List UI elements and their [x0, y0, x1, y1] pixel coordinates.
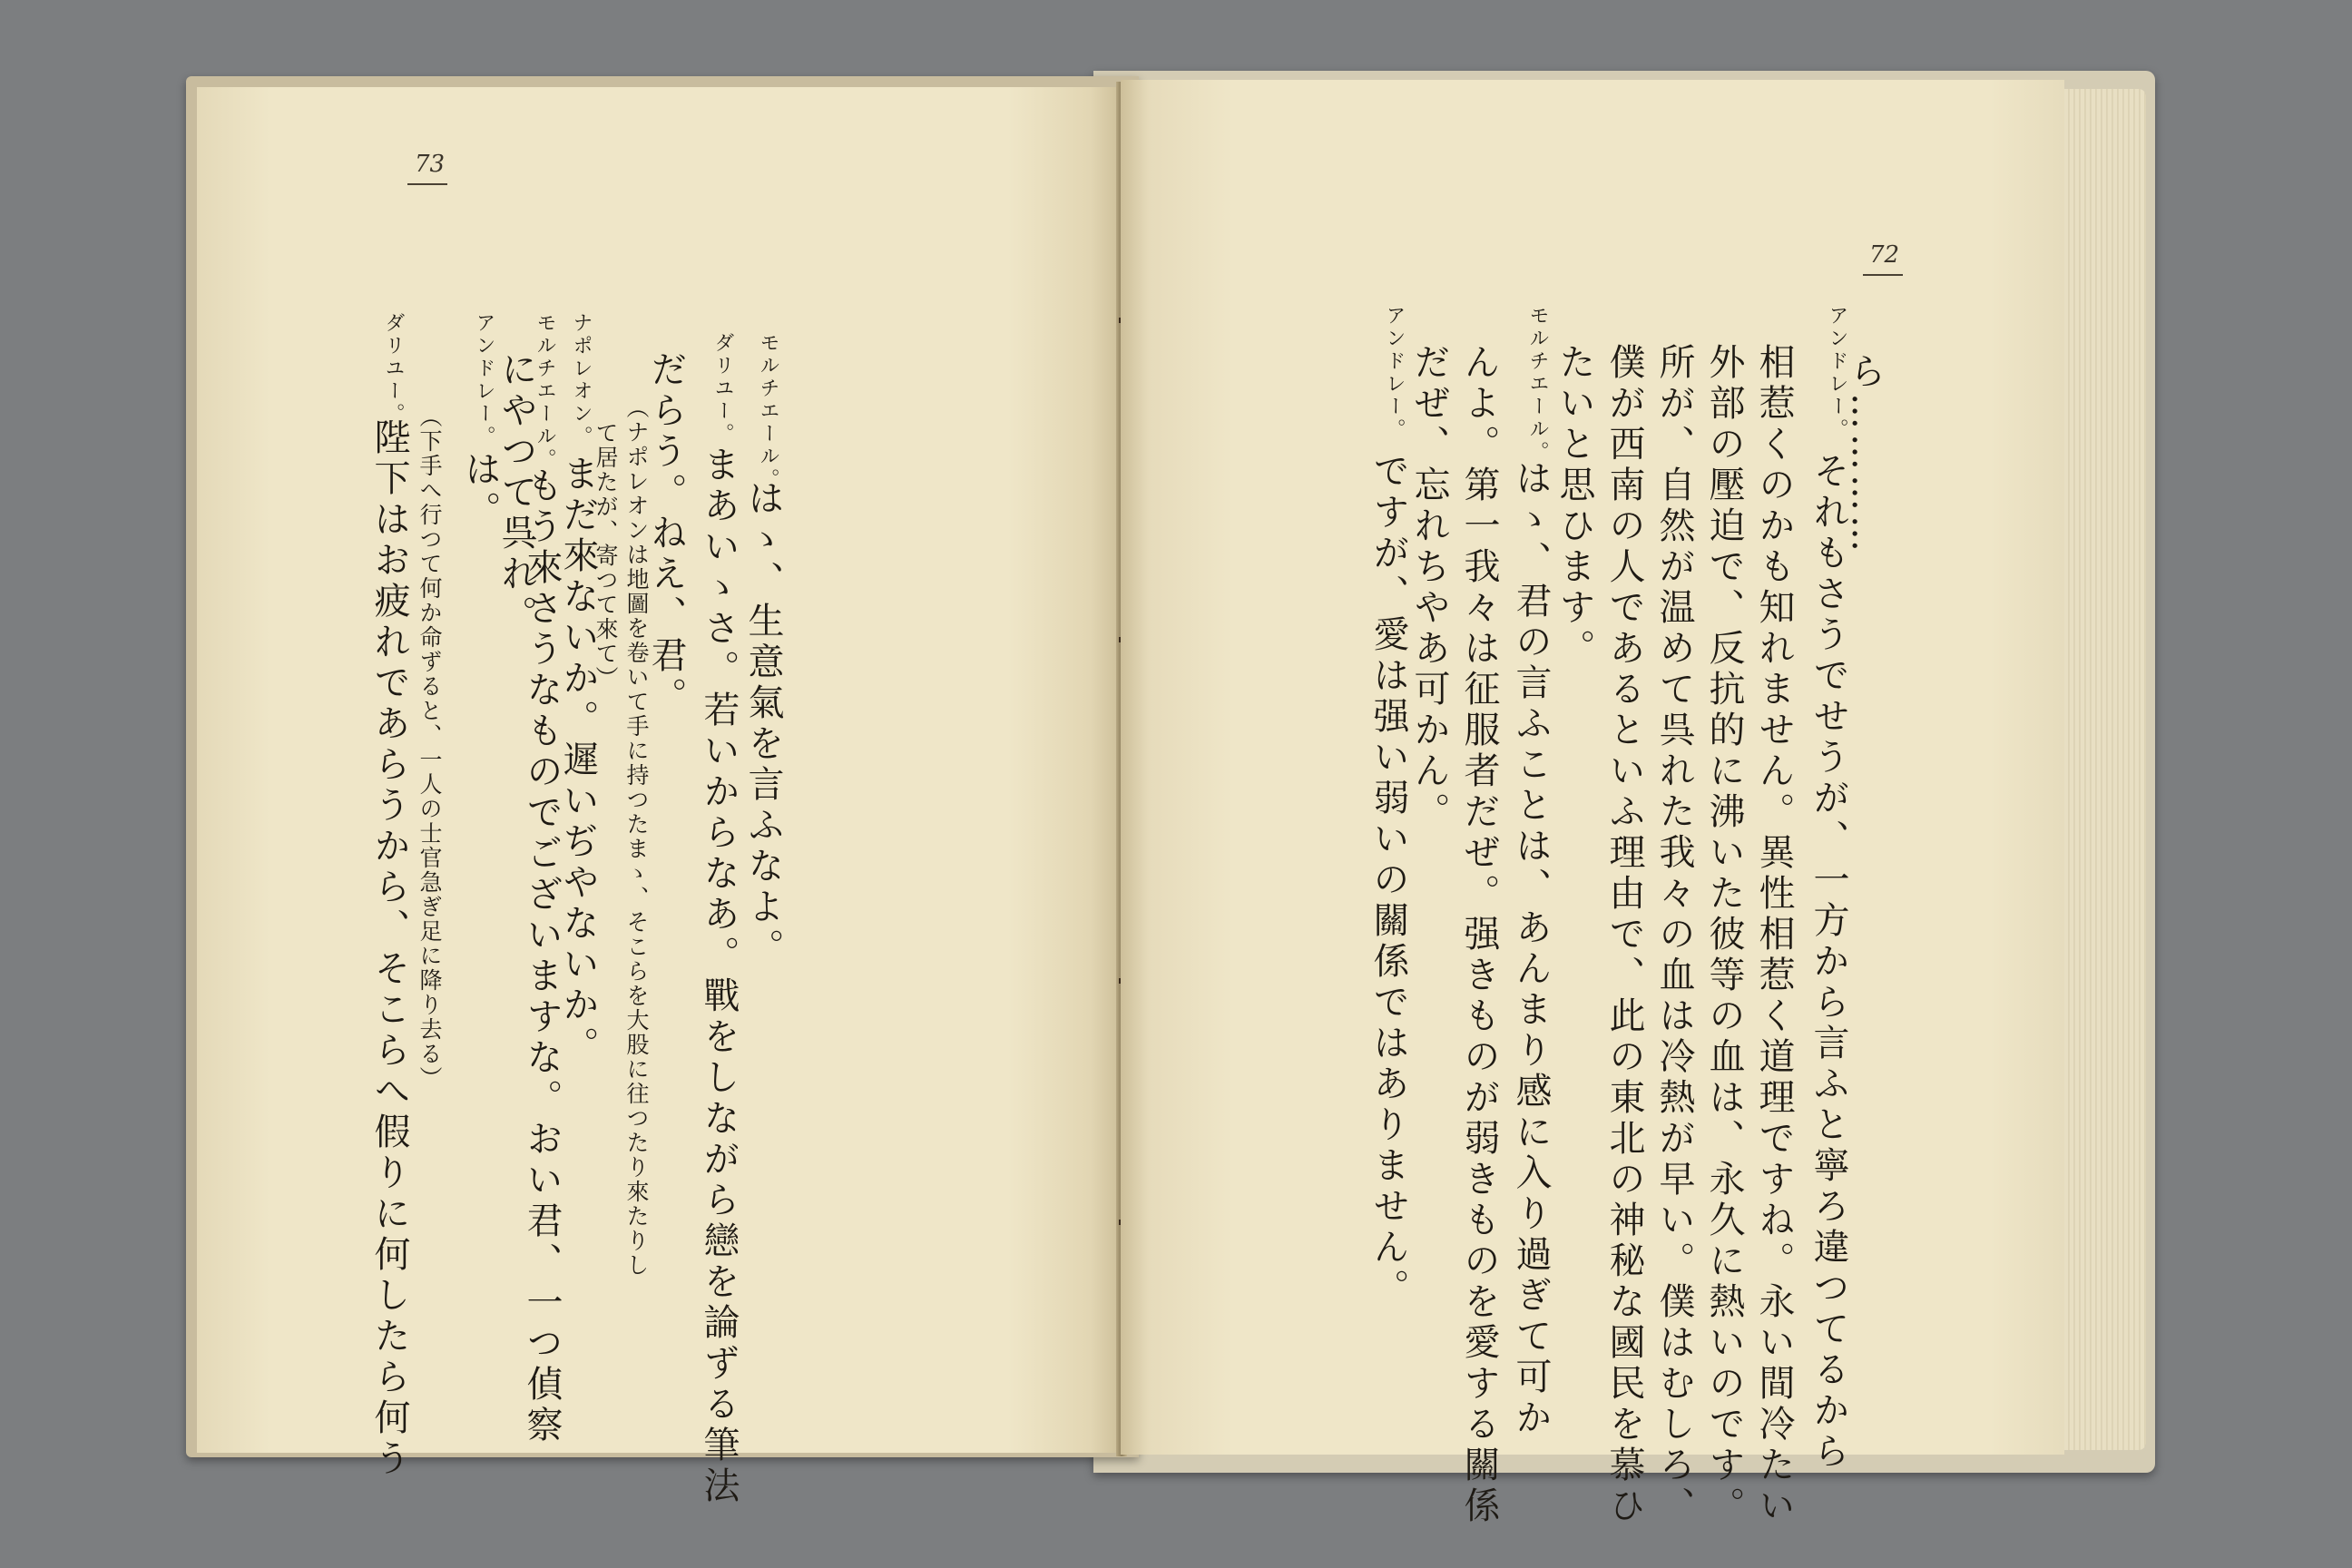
dialogue-line: たいと思ひます。: [1553, 343, 1595, 670]
dialogue-line: 僕が西南の人であるといふ理由で、此の東北の神秘な國民を慕ひ: [1603, 343, 1645, 1527]
speaker-label: ダリユー。: [711, 332, 734, 446]
right-page: [1121, 80, 2064, 1527]
dialogue-line: それもさうでせうが、一方から言ふと寧ろ違つてるから: [1808, 452, 1849, 1473]
speaker-label: アンドレー。: [1826, 305, 1848, 441]
dialogue-line: だぜ、忘れちやあ可かん。: [1408, 343, 1450, 833]
open-book: [186, 71, 2160, 1527]
dialogue-line: はゝ、生意氣を言ふなよ。: [742, 479, 784, 969]
stage-direction: て居たが、寄つて來て）: [593, 421, 619, 691]
speaker-label: アンドレー。: [473, 312, 495, 448]
page-edge-stack: [2064, 89, 2146, 1450]
dialogue-line: はゝ、君の言ふことは、あんまり感に入り過ぎて可か: [1510, 459, 1552, 1439]
dialogue-line: にやつて呉れ。: [495, 350, 537, 636]
speaker-label: モルチエール。: [757, 332, 779, 491]
dialogue-line: ら…………: [1844, 352, 1886, 556]
page-number: 73: [415, 151, 446, 178]
dialogue-line: もう來さうなものでございますな。おい君、一つ偵察: [521, 466, 563, 1446]
speaker-label: ナポレオン。: [570, 312, 593, 448]
speaker-label: アンドレー。: [1383, 305, 1406, 441]
dialogue-line: ですが、愛は强い弱いの關係ではありません。: [1367, 452, 1409, 1309]
dialogue-line: まあいゝさ。若いからなあ。戰をしながら戀を論ずる筆法: [698, 446, 740, 1507]
stage-direction: （下手へ行つて何か命ずると、一人の士官急ぎ足に降り去る）: [416, 405, 443, 1091]
dialogue-line: 相惹くのかも知れません。異性相惹く道理ですね。永い間冷たい: [1753, 343, 1795, 1527]
page-number-rule: [1863, 274, 1903, 276]
page-number: 72: [1869, 241, 1900, 269]
dialogue-line: 外部の壓迫で、反抗的に沸いた彼等の血は、永久に熱いのです。: [1703, 343, 1745, 1527]
speaker-label: モルチエール。: [1526, 305, 1549, 464]
dialogue-line: 所が、自然が温めて呉れた我々の血は冷熱が早い。僕はむしろ、: [1653, 343, 1695, 1527]
dialogue-line: は。: [459, 450, 501, 532]
speaker-label: ダリユー。: [382, 312, 405, 426]
dialogue-line: まだ來ないか。遲いぢやないか。: [557, 455, 599, 1067]
dialogue-line: んよ。第一我々は征服者だぜ。强きものが弱きものを愛する關係: [1458, 343, 1500, 1527]
stage-direction: （ナポレオンは地圖を卷いて手に持つたまゝ、そこらを大股に往つたり來たりし: [623, 396, 650, 1278]
dialogue-line: 陛下はお疲れであらうから、そこらへ假りに何したら何う: [368, 418, 410, 1480]
dialogue-line: だらう。ねえ、君。: [645, 350, 687, 718]
left-page: [197, 87, 1118, 1507]
speaker-label: モルチエール。: [534, 312, 556, 471]
page-number-rule: [407, 183, 447, 185]
